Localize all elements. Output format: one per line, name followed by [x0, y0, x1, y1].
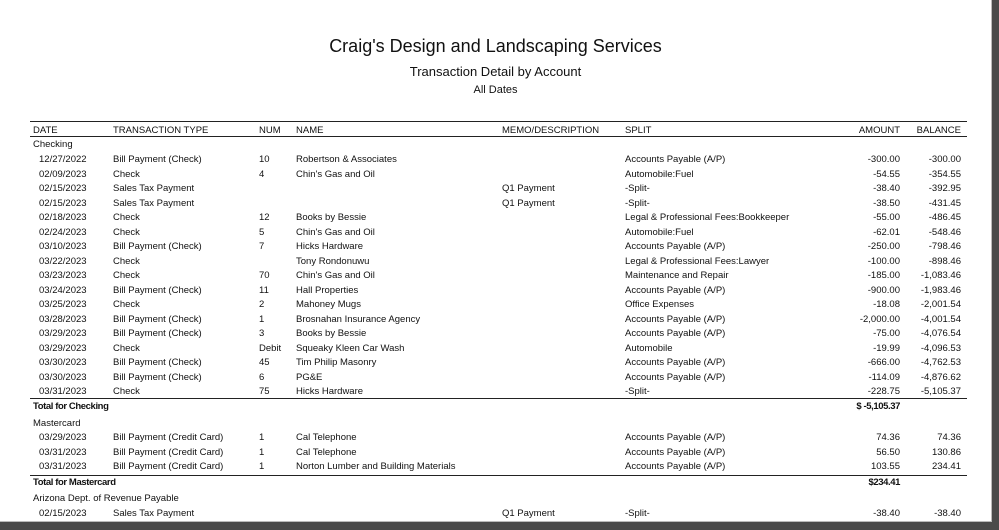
memo-cell: Q1 Payment — [502, 197, 555, 209]
type-cell: Bill Payment (Check) — [113, 328, 202, 339]
balance-cell: -5,105.37 — [920, 386, 961, 397]
type-cell: Check — [113, 299, 140, 310]
table-row[interactable] — [0, 507, 991, 521]
col-num[interactable]: NUM — [259, 125, 281, 136]
date-cell: 12/27/2022 — [39, 154, 87, 165]
name-cell: Books by Bessie — [296, 328, 367, 339]
date-cell: 03/31/2023 — [39, 461, 87, 472]
date-cell: 02/15/2023 — [39, 183, 87, 194]
num-cell: 11 — [259, 284, 269, 296]
table-row[interactable] — [0, 284, 991, 298]
memo-cell: Q1 Payment — [502, 508, 555, 519]
num-cell: 1 — [259, 313, 265, 325]
total-amount[interactable]: $ -5,105.37 — [856, 401, 900, 412]
balance-cell: -4,876.62 — [920, 371, 961, 383]
type-cell: Check — [113, 386, 140, 397]
col-split[interactable]: SPLIT — [625, 125, 652, 136]
balance-cell: -2,001.54 — [920, 299, 961, 310]
col-name[interactable]: NAME — [296, 125, 324, 136]
num-cell: 1 — [259, 432, 265, 443]
balance-cell: -431.45 — [928, 197, 961, 209]
table-row[interactable] — [0, 313, 991, 327]
amount-cell: -2,000.00 — [859, 313, 900, 325]
balance-cell: -1,083.46 — [920, 270, 961, 281]
name-cell: Squeaky Kleen Car Wash — [296, 342, 405, 354]
type-cell: Bill Payment (Credit Card) — [113, 432, 224, 443]
date-cell: 02/18/2023 — [39, 212, 87, 223]
name-cell: Tim Philip Masonry — [296, 357, 377, 368]
split-cell: Legal & Professional Fees:Lawyer — [625, 255, 770, 267]
num-cell: 5 — [259, 226, 265, 238]
date-cell: 02/15/2023 — [39, 508, 87, 519]
split-cell: Accounts Payable (A/P) — [625, 461, 726, 472]
balance-cell: -354.55 — [928, 168, 961, 180]
split-cell: -Split- — [625, 386, 650, 397]
report-title: Transaction Detail by Account — [409, 64, 582, 79]
date-cell: 03/24/2023 — [39, 284, 87, 296]
date-cell: 03/29/2023 — [39, 328, 87, 339]
split-cell: Accounts Payable (A/P) — [625, 284, 726, 296]
num-cell: 2 — [259, 299, 265, 310]
split-cell: Office Expenses — [625, 299, 695, 310]
split-cell: Automobile:Fuel — [625, 226, 694, 238]
amount-cell: 56.50 — [876, 446, 900, 458]
split-cell: -Split- — [625, 197, 650, 209]
table-row[interactable] — [0, 356, 991, 370]
section-label: Checking — [33, 139, 73, 150]
total-checking-row — [0, 400, 991, 414]
total-label: Total for Mastercard — [33, 477, 116, 488]
date-cell: 03/31/2023 — [39, 446, 87, 458]
date-cell: 03/29/2023 — [39, 432, 87, 443]
type-cell: Bill Payment (Check) — [113, 241, 202, 252]
num-cell: 12 — [259, 212, 270, 223]
table-row[interactable] — [0, 182, 991, 196]
balance-cell: -300.00 — [928, 154, 961, 165]
table-row[interactable] — [0, 431, 991, 445]
type-cell: Bill Payment (Check) — [113, 313, 202, 325]
amount-cell: -38.50 — [873, 197, 900, 209]
type-cell: Sales Tax Payment — [113, 183, 195, 194]
type-cell: Check — [113, 212, 140, 223]
type-cell: Check — [113, 255, 140, 267]
balance-cell: -898.46 — [928, 255, 961, 267]
table-row[interactable] — [0, 197, 991, 211]
type-cell: Bill Payment (Check) — [113, 284, 202, 296]
name-cell: PG&E — [296, 371, 323, 383]
date-cell: 03/29/2023 — [39, 342, 87, 354]
balance-cell: -4,762.53 — [920, 357, 961, 368]
amount-cell: -300.00 — [867, 154, 900, 165]
table-row[interactable] — [0, 153, 991, 167]
table-row[interactable] — [0, 385, 991, 399]
name-cell: Norton Lumber and Building Materials — [296, 461, 456, 472]
table-row[interactable] — [0, 371, 991, 385]
balance-cell: -1,983.46 — [920, 284, 961, 296]
num-cell: Debit — [259, 342, 282, 354]
type-cell: Bill Payment (Check) — [113, 371, 202, 383]
amount-cell: -250.00 — [867, 241, 900, 252]
table-row[interactable] — [0, 269, 991, 283]
num-cell: 1 — [259, 446, 265, 458]
table-row[interactable] — [0, 342, 991, 356]
total-label: Total for Checking — [33, 401, 109, 412]
split-cell: Accounts Payable (A/P) — [625, 432, 726, 443]
split-cell: Accounts Payable (A/P) — [625, 328, 726, 339]
split-cell: Accounts Payable (A/P) — [625, 371, 726, 383]
date-cell: 03/31/2023 — [39, 386, 87, 397]
name-cell: Chin's Gas and Oil — [296, 168, 375, 180]
date-cell: 03/30/2023 — [39, 357, 87, 368]
memo-cell: Q1 Payment — [502, 183, 555, 194]
type-cell: Bill Payment (Check) — [113, 357, 202, 368]
section-header-checking[interactable] — [0, 138, 991, 152]
date-cell: 03/28/2023 — [39, 313, 87, 325]
name-cell: Hicks Hardware — [296, 386, 364, 397]
num-cell: 1 — [259, 461, 265, 472]
type-cell: Check — [113, 270, 140, 281]
balance-cell: -4,076.54 — [920, 328, 961, 339]
balance-cell: -4,096.53 — [920, 342, 961, 354]
table-row[interactable] — [0, 226, 991, 240]
balance-cell: -798.46 — [928, 241, 961, 252]
date-cell: 02/09/2023 — [39, 168, 87, 180]
split-cell: Accounts Payable (A/P) — [625, 313, 726, 325]
table-row[interactable] — [0, 211, 991, 225]
name-cell: Hall Properties — [296, 284, 359, 296]
split-cell: Automobile:Fuel — [625, 168, 694, 180]
col-transaction-type[interactable]: TRANSACTION TYPE — [113, 125, 209, 136]
num-cell: 6 — [259, 371, 265, 383]
num-cell: 7 — [259, 241, 265, 252]
name-cell: Cal Telephone — [296, 432, 357, 443]
table-row[interactable] — [0, 255, 991, 269]
type-cell: Bill Payment (Credit Card) — [113, 446, 224, 458]
amount-cell: -54.55 — [873, 168, 900, 180]
num-cell: 75 — [259, 386, 270, 397]
amount-cell: -666.00 — [867, 357, 900, 368]
type-cell: Check — [113, 226, 140, 238]
name-cell: Robertson & Associates — [296, 154, 397, 165]
table-row[interactable] — [0, 298, 991, 312]
header-top-rule — [30, 121, 967, 122]
company-name: Craig's Design and Landscaping Services — [329, 36, 662, 56]
col-amount[interactable]: AMOUNT — [858, 125, 900, 136]
total-amount[interactable]: $234.41 — [868, 477, 900, 488]
date-cell: 03/23/2023 — [39, 270, 87, 281]
amount-cell: -900.00 — [867, 284, 900, 296]
amount-cell: -38.40 — [873, 508, 900, 519]
split-cell: Accounts Payable (A/P) — [625, 241, 726, 252]
balance-cell: 234.41 — [931, 461, 961, 472]
section-header-mastercard[interactable] — [0, 417, 991, 431]
split-cell: -Split- — [625, 508, 650, 519]
amount-cell: -55.00 — [873, 212, 900, 223]
type-cell: Sales Tax Payment — [113, 508, 195, 519]
name-cell: Brosnahan Insurance Agency — [296, 313, 421, 325]
date-cell: 03/30/2023 — [39, 371, 87, 383]
section-label: Mastercard — [33, 418, 81, 429]
table-row[interactable] — [0, 446, 991, 460]
balance-cell: -548.46 — [928, 226, 961, 238]
type-cell: Bill Payment (Check) — [113, 154, 202, 165]
amount-cell: 74.36 — [876, 432, 900, 443]
table-row[interactable] — [0, 240, 991, 254]
amount-cell: 103.55 — [870, 461, 900, 472]
type-cell: Check — [113, 342, 140, 354]
name-cell: Mahoney Mugs — [296, 299, 361, 310]
split-cell: Automobile — [625, 342, 673, 354]
section-header-arizona[interactable] — [0, 492, 991, 506]
report-period: All Dates — [473, 84, 518, 96]
amount-cell: -38.40 — [873, 183, 900, 194]
num-cell: 70 — [259, 270, 270, 281]
amount-cell: -75.00 — [873, 328, 900, 339]
amount-cell: -62.01 — [873, 226, 900, 238]
balance-cell: -486.45 — [928, 212, 961, 223]
date-cell: 03/22/2023 — [39, 255, 87, 267]
table-row[interactable] — [0, 327, 991, 341]
num-cell: 3 — [259, 328, 265, 339]
num-cell: 45 — [259, 357, 270, 368]
name-cell: Cal Telephone — [296, 446, 357, 458]
name-cell: Books by Bessie — [296, 212, 367, 223]
col-balance[interactable]: BALANCE — [916, 125, 961, 136]
split-cell: Accounts Payable (A/P) — [625, 446, 726, 458]
split-cell: Maintenance and Repair — [625, 270, 729, 281]
column-header-rule — [30, 136, 967, 137]
date-cell: 03/10/2023 — [39, 241, 87, 252]
type-cell: Bill Payment (Credit Card) — [113, 461, 224, 472]
col-memo[interactable]: MEMO/DESCRIPTION — [502, 125, 600, 136]
type-cell: Sales Tax Payment — [113, 197, 195, 209]
balance-cell: -38.40 — [934, 508, 961, 519]
name-cell: Tony Rondonuwu — [296, 255, 370, 267]
total-mastercard-row — [0, 476, 991, 490]
split-cell: Legal & Professional Fees:Bookkeeper — [625, 212, 790, 223]
balance-cell: -4,001.54 — [920, 313, 961, 325]
table-row[interactable] — [0, 460, 991, 474]
balance-cell: 130.86 — [931, 446, 961, 458]
date-cell: 03/25/2023 — [39, 299, 87, 310]
amount-cell: -100.00 — [867, 255, 900, 267]
name-cell: Chin's Gas and Oil — [296, 226, 375, 238]
amount-cell: -18.08 — [873, 299, 900, 310]
name-cell: Hicks Hardware — [296, 241, 364, 252]
col-date[interactable]: DATE — [33, 125, 58, 136]
amount-cell: -185.00 — [867, 270, 900, 281]
total-rule — [30, 398, 967, 399]
split-cell: Accounts Payable (A/P) — [625, 154, 726, 165]
balance-cell: 74.36 — [937, 432, 961, 443]
date-cell: 02/24/2023 — [39, 226, 87, 238]
amount-cell: -114.09 — [868, 371, 900, 383]
num-cell: 4 — [259, 168, 265, 180]
section-label: Arizona Dept. of Revenue Payable — [33, 493, 179, 504]
name-cell: Chin's Gas and Oil — [296, 270, 375, 281]
date-cell: 02/15/2023 — [39, 197, 87, 209]
split-cell: Accounts Payable (A/P) — [625, 357, 726, 368]
amount-cell: -228.75 — [867, 386, 900, 397]
num-cell: 10 — [259, 154, 270, 165]
amount-cell: -19.99 — [873, 342, 900, 354]
type-cell: Check — [113, 168, 140, 180]
split-cell: -Split- — [625, 183, 650, 194]
table-row[interactable] — [0, 168, 991, 182]
balance-cell: -392.95 — [928, 183, 961, 194]
